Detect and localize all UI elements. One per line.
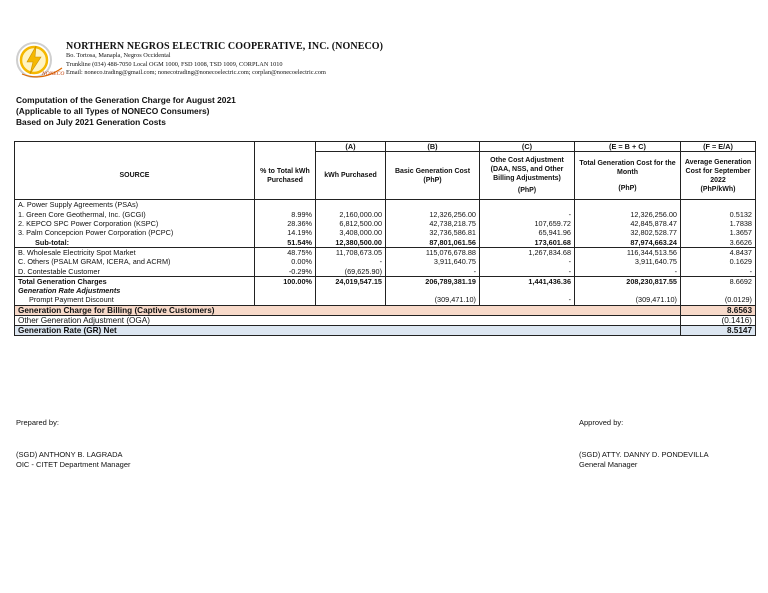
cell-basic: 206,789,381.19	[386, 276, 480, 286]
header-source-top	[15, 142, 255, 152]
cell-total	[575, 286, 681, 295]
cell-other: -	[480, 266, 575, 276]
company-header	[66, 41, 383, 78]
table-row	[15, 228, 756, 237]
table-row	[15, 237, 756, 247]
summary-row	[15, 326, 756, 336]
cell-kwh: 6,812,500.00	[316, 219, 386, 228]
cell-kwh	[316, 295, 386, 305]
cell-avg: 8.6692	[681, 276, 756, 286]
header-pct: % to Total kWh Purchased	[255, 152, 316, 200]
table-body	[15, 200, 756, 305]
cell-avg: 0.5132	[681, 210, 756, 219]
cell-pct: 0.00%	[255, 257, 316, 266]
table-row	[15, 210, 756, 219]
row-source: B. Wholesale Electricity Spot Market	[15, 247, 255, 257]
table-row	[15, 286, 756, 295]
company-address: Bo. Tortosa, Manapla, Negros Occidental	[66, 52, 171, 59]
cell-kwh: 24,019,547.15	[316, 276, 386, 286]
cell-basic: 115,076,678.88	[386, 247, 480, 257]
summary-value: 8.6563	[681, 305, 756, 315]
header-avg-label: Average Generation Cost for September 2022	[684, 158, 752, 184]
header-pct-top	[255, 142, 316, 152]
company-email: Email: noneco.trading@gmail.com; nonecotrading@nonecoelectric.com; corplan@nonecoelectric.com	[66, 69, 326, 76]
col-code-b: (B)	[386, 142, 480, 152]
cell-other	[480, 200, 575, 210]
summary-value: 8.5147	[681, 326, 756, 336]
column-code-row	[15, 142, 756, 152]
cell-total: (309,471.10)	[575, 295, 681, 305]
cell-avg: -	[681, 266, 756, 276]
prepared-by-name: (SGD) ANTHONY B. LAGRADA	[16, 450, 123, 459]
table-summary	[15, 305, 756, 336]
header-other-label: Othe Cost Adjustment (DAA, NSS, and Other Billing Adjustments)	[490, 157, 564, 183]
cell-avg: (0.0129)	[681, 295, 756, 305]
row-source: Prompt Payment Discount	[15, 295, 255, 305]
svg-text:NONECO: NONECO	[42, 71, 65, 77]
cell-basic: 42,738,218.75	[386, 219, 480, 228]
cell-other: 107,659.72	[480, 219, 575, 228]
cell-kwh: 2,160,000.00	[316, 210, 386, 219]
table-row	[15, 276, 756, 286]
header-kwh: kWh Purchased	[316, 152, 386, 200]
cell-kwh: 3,408,000.00	[316, 228, 386, 237]
cell-basic	[386, 286, 480, 295]
col-code-e: (E = B + C)	[575, 142, 681, 152]
table-row	[15, 219, 756, 228]
title-line-2: (Applicable to all Types of NONECO Consumers)	[16, 106, 210, 116]
column-header-row	[15, 152, 756, 200]
cell-other: 1,267,834.68	[480, 247, 575, 257]
row-source: 3. Palm Concepcion Power Corporation (PCPC)	[15, 228, 255, 237]
cell-other: 1,441,436.36	[480, 276, 575, 286]
header-total-unit: (PhP)	[618, 184, 637, 192]
header-source: SOURCE	[15, 152, 255, 200]
company-trunkline: Trunkline (034) 488-7050 Local OGM 1000, FSD 1008, TSD 1009, CORPLAN 1010	[66, 60, 283, 68]
row-source: Total Generation Charges	[15, 276, 255, 286]
cell-basic: 3,911,640.75	[386, 257, 480, 266]
cell-other: -	[480, 210, 575, 219]
cell-pct: 100.00%	[255, 276, 316, 286]
col-code-a: (A)	[316, 142, 386, 152]
cell-other: 65,941.96	[480, 228, 575, 237]
cell-other	[480, 286, 575, 295]
table-row	[15, 200, 756, 210]
cell-basic	[386, 200, 480, 210]
prepared-by-label: Prepared by:	[16, 418, 59, 427]
cell-kwh	[316, 286, 386, 295]
cell-basic: 12,326,256.00	[386, 210, 480, 219]
cell-kwh: (69,625.90)	[316, 266, 386, 276]
table-row	[15, 257, 756, 266]
cell-total: 3,911,640.75	[575, 257, 681, 266]
cell-total: 32,802,528.77	[575, 228, 681, 237]
cell-basic: (309,471.10)	[386, 295, 480, 305]
row-source: D. Contestable Customer	[15, 266, 255, 276]
cell-pct: 14.19%	[255, 228, 316, 237]
cell-avg: 1.3657	[681, 228, 756, 237]
cell-total: 42,845,878.47	[575, 219, 681, 228]
cell-other: -	[480, 295, 575, 305]
cell-kwh	[316, 200, 386, 210]
header-other	[480, 152, 575, 200]
prepared-by-title: OIC - CITET Department Manager	[16, 460, 131, 469]
summary-row	[15, 305, 756, 315]
title-line-1: Computation of the Generation Charge for August 2021	[16, 95, 236, 105]
cell-pct	[255, 295, 316, 305]
cell-total	[575, 200, 681, 210]
col-code-f: (F = E/A)	[681, 142, 756, 152]
cell-pct: -0.29%	[255, 266, 316, 276]
cell-avg	[681, 286, 756, 295]
summary-value: (0.1416)	[681, 315, 756, 325]
cell-other: 173,601.68	[480, 237, 575, 247]
document-titles	[16, 95, 236, 128]
cell-pct: 51.54%	[255, 237, 316, 247]
col-code-c: (C)	[480, 142, 575, 152]
cell-pct: 8.99%	[255, 210, 316, 219]
cell-avg: 3.6626	[681, 237, 756, 247]
company-logo	[12, 38, 72, 82]
table-row	[15, 266, 756, 276]
header-basic: Basic Generation Cost (PhP)	[386, 152, 480, 200]
cell-pct	[255, 286, 316, 295]
row-source: 1. Green Core Geothermal, Inc. (GCGI)	[15, 210, 255, 219]
header-total-label: Total Generation Cost for the Month	[579, 159, 676, 176]
cell-avg: 4.8437	[681, 247, 756, 257]
header-total	[575, 152, 681, 200]
cell-pct: 48.75%	[255, 247, 316, 257]
cell-total: 116,344,513.56	[575, 247, 681, 257]
header-avg-unit: (PhP/kWh)	[700, 185, 736, 193]
cell-kwh: 11,708,673.05	[316, 247, 386, 257]
cell-pct	[255, 200, 316, 210]
summary-label: Generation Charge for Billing (Captive Customers)	[15, 305, 681, 315]
row-source: Sub-total:	[15, 237, 255, 247]
approved-by-name: (SGD) ATTY. DANNY D. PONDEVILLA	[579, 450, 709, 459]
generation-charge-table	[14, 141, 756, 336]
cell-avg: 1.7838	[681, 219, 756, 228]
summary-label: Other Generation Adjustment (OGA)	[15, 315, 681, 325]
header-other-unit: (PhP)	[517, 187, 537, 195]
cell-avg	[681, 200, 756, 210]
table-row	[15, 295, 756, 305]
cell-total: -	[575, 266, 681, 276]
approved-by-title: General Manager	[579, 460, 638, 469]
company-name: NORTHERN NEGROS ELECTRIC COOPERATIVE, INC. (NONECO)	[66, 41, 384, 52]
cell-basic: -	[386, 266, 480, 276]
cell-pct: 28.36%	[255, 219, 316, 228]
row-source: C. Others (PSALM GRAM, ICERA, and ACRM)	[15, 257, 255, 266]
cell-total: 87,974,663.24	[575, 237, 681, 247]
cell-total: 12,326,256.00	[575, 210, 681, 219]
cell-avg: 0.1629	[681, 257, 756, 266]
summary-label: Generation Rate (GR) Net	[15, 326, 681, 336]
summary-row	[15, 315, 756, 325]
cell-basic: 32,736,586.81	[386, 228, 480, 237]
row-source: Generation Rate Adjustments	[15, 286, 255, 295]
cell-kwh: 12,380,500.00	[316, 237, 386, 247]
cell-total: 208,230,817.55	[575, 276, 681, 286]
header-avg	[681, 152, 756, 200]
cell-kwh: -	[316, 257, 386, 266]
row-source: A. Power Supply Agreements (PSAs)	[15, 200, 255, 210]
cell-other: -	[480, 257, 575, 266]
table-row	[15, 247, 756, 257]
row-source: 2. KEPCO SPC Power Corporation (KSPC)	[15, 219, 255, 228]
title-line-3: Based on July 2021 Generation Costs	[16, 117, 166, 127]
approved-by-label: Approved by:	[579, 418, 624, 427]
cell-basic: 87,801,061.56	[386, 237, 480, 247]
